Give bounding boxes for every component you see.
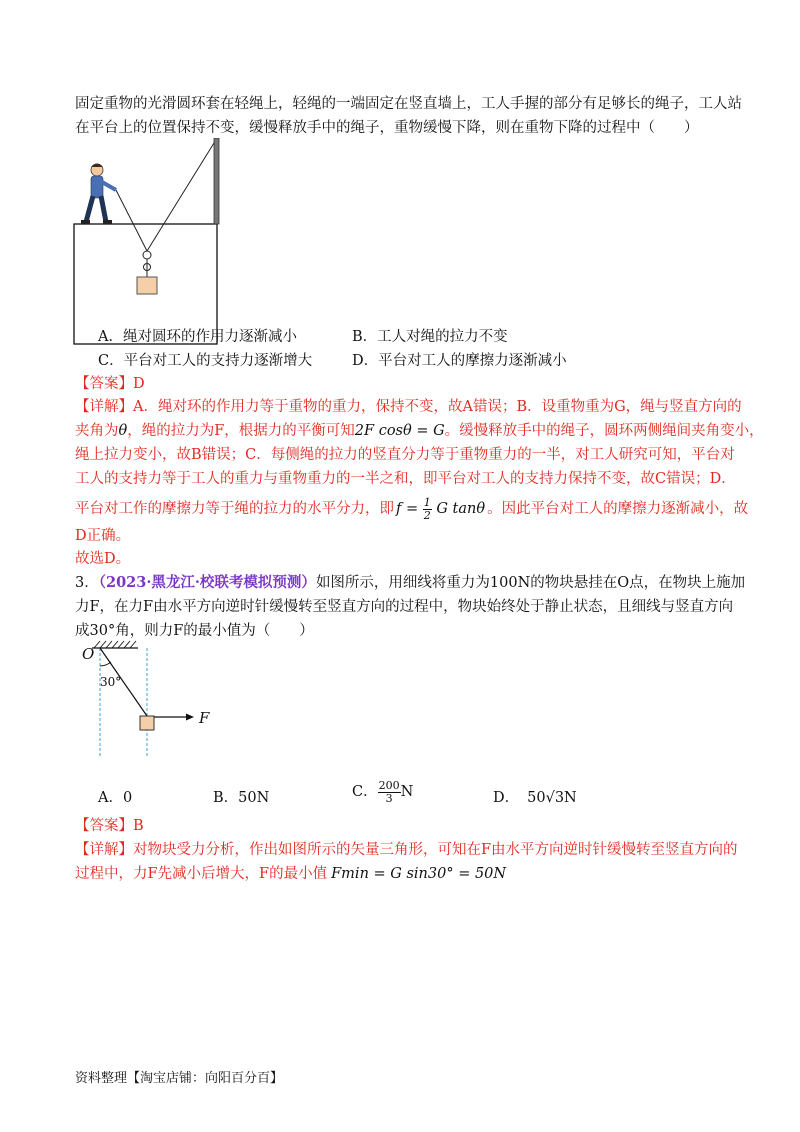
q3-number: 3． — [75, 575, 99, 591]
q3-option-c: C． $\frac{200}{3}$ N — [352, 778, 414, 805]
q3-answer: 【答案】B — [75, 818, 144, 834]
weight-block — [137, 277, 157, 294]
rope-right — [147, 143, 214, 251]
q2-figure — [72, 138, 232, 348]
footer-note: 资料整理【淘宝店铺：向阳百分百】 — [75, 1071, 284, 1086]
label-f: F — [199, 709, 210, 727]
q2-stem-line2: 在平台上的位置保持不变，缓慢释放手中的绳子，重物缓慢下降，则在重物下降的过程中（ ） — [75, 120, 699, 136]
q2-detail-line4: 工人的支持力等于工人的重力与重物重力的一半之和，即平台对工人的支持力保持不变，故C错误；D． — [75, 471, 736, 487]
q2-equation-1: 2F cosθ = G — [354, 423, 445, 439]
wall — [214, 138, 219, 224]
q3-detail-line2: 过程中，力F先减小后增大，F的最小值 Fmin = G sin30° = 50N — [75, 866, 507, 882]
theta-symbol: θ — [118, 423, 128, 439]
q2-option-d: D．平台对工人的摩擦力逐渐减小 — [352, 353, 567, 369]
q2-stem-line1: 固定重物的光滑圆环套在轻绳上，轻绳的一端固定在竖直墙上，工人手握的部分有足够长的绳子，工人站 — [75, 96, 742, 112]
worker-figure — [81, 164, 116, 225]
q2-detail-line5: 平台对工作的摩擦力等于绳的拉力的水平分力，即 f = $\frac{1}{2}$ G tanθ 。因此平台对工人的摩擦力逐渐减小，故 — [75, 495, 749, 522]
q2-equation-2: f = $\frac{1}{2}$ G tanθ — [396, 495, 486, 522]
q2-conclusion: 故选D。 — [75, 551, 131, 567]
q2-answer: 【答案】D — [75, 376, 145, 392]
q3-block — [140, 716, 154, 730]
q3-detail-line1: 【详解】对物块受力分析，作出如图所示的矢量三角形，可知在F由水平方向逆时针缓慢转至竖直方向的 — [75, 842, 738, 858]
label-30deg: 30° — [100, 675, 122, 689]
q2-detail-line1: 【详解】A．绳对环的作用力等于重物的重力，保持不变，故A错误；B．设重物重为G，绳与竖直方向的 — [75, 399, 742, 415]
rope-left — [116, 190, 147, 251]
q2-detail-line6: D正确。 — [75, 528, 131, 544]
q3-option-a: A．0 — [98, 790, 133, 806]
fraction-200-3: $\frac{200}{3}$ — [378, 778, 400, 805]
q2-detail-line3: 绳上拉力变小，故B错误；C．每侧绳的拉力的竖直分力等于重物重力的一半，对工人研究可知，平台对 — [75, 447, 735, 463]
label-o: O — [82, 645, 95, 663]
q2-option-c: C．平台对工人的支持力逐渐增大 — [98, 353, 313, 369]
q2-option-b: B．工人对绳的拉力不变 — [352, 329, 508, 345]
q3-figure — [78, 640, 228, 760]
q3-stem-line2: 力F，在力F由水平方向逆时针缓慢转至竖直方向的过程中，物块始终处于静止状态，且细线与竖直方向 — [75, 599, 734, 615]
q3-stem-line3: 成30°角，则力F的最小值为（ ） — [75, 623, 314, 639]
q2-option-a: A．绳对圆环的作用力逐渐减小 — [98, 329, 297, 345]
q3-stem-line1: 3．（2023·黑龙江·校联考模拟预测）如图所示，用细线将重力为100N的物块悬挂在O点，在物块上施加 — [75, 574, 746, 591]
ring — [143, 251, 151, 259]
q3-equation: Fmin = G sin30° = 50N — [331, 866, 507, 882]
q3-option-d: D． 50√3N — [493, 790, 577, 806]
q3-source: （2023·黑龙江·校联考模拟预测） — [98, 574, 316, 591]
angle-arc — [100, 662, 111, 666]
q3-option-b: B．50N — [213, 790, 270, 806]
q2-detail-line2: 夹角为θ，绳的拉力为F，根据力的平衡可知2F cosθ = G。缓慢释放手中的绳子，圆环两侧绳间夹角变小， — [75, 423, 764, 439]
